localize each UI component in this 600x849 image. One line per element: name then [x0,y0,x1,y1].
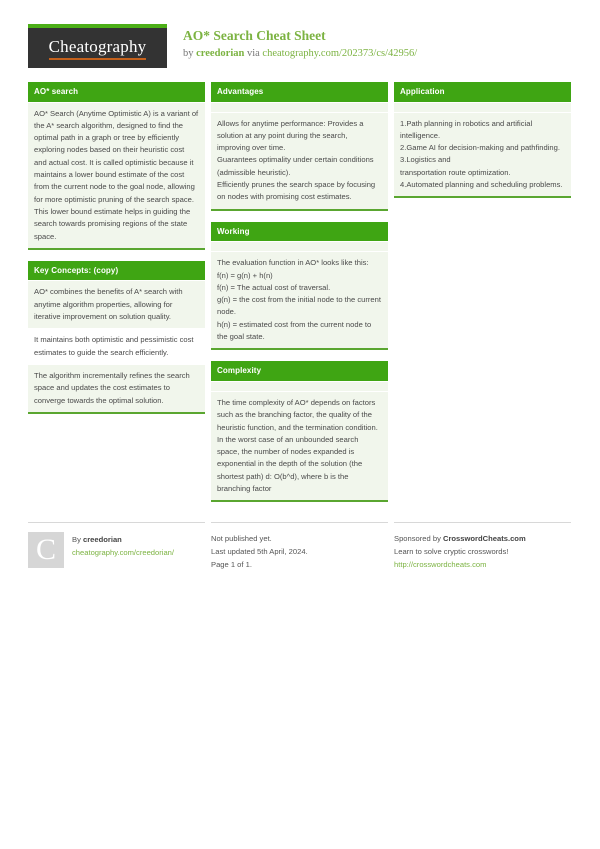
content-column [211,82,388,513]
byline-prefix: by [183,47,197,59]
page-footer [28,521,572,571]
block-body [28,102,205,250]
block-cell [211,251,388,348]
block-body [211,102,388,211]
cheatography-logo[interactable] [28,24,167,68]
cell-line: 3.Logistics and [400,155,451,165]
block-cell [28,280,205,328]
content-block [28,82,205,250]
block-spacer-row [211,241,388,251]
footer-author-line [72,533,174,546]
cell-line: It maintains both optimistic and pessimistic cost estimates to guide the search efficiently. [34,335,194,357]
block-cell [211,391,388,500]
content-column [28,82,205,425]
block-cell [28,364,205,412]
sponsor-name[interactable]: CrosswordCheats.com [442,534,526,544]
block-body [211,241,388,350]
content-column [394,82,571,209]
cell-line: 4.Automated planning and scheduling problems. [400,180,563,190]
content-block [211,361,388,502]
block-cell [28,102,205,248]
byline [183,46,417,61]
cell-line: The time complexity of AO* depends on factors such as the branching factor, the quality of the heuristic function, and the termination condition. [217,397,378,432]
byline-author[interactable]: creedorian [196,47,245,59]
block-title: Working [211,222,388,242]
block-body [28,280,205,413]
cell-line: g(n) = the cost from the initial node to the current node. [217,295,381,317]
cell-line: Efficiently prunes the search space by focusing on nodes with promising cost estimates. [217,180,376,202]
footer-sponsor-section [394,522,571,571]
block-title: Complexity [211,361,388,381]
cell-line: AO* Search (Anytime Optimistic A) is a variant of the A* search algorithm, designed to find the optimal path in a graph or tree by efficiently exploring nodes based on their heuristic cost and actual cost. It is called optimistic because it maintains a lower bound estimate of the cost from the current node to the goal node, allowing for more optimistic pruning of the search space. This lower bound estimate helps in guiding the search towards promising regions of the state space. [34,108,199,241]
content-block [28,261,205,414]
content-block [211,82,388,211]
block-body [211,381,388,502]
block-spacer-row [211,381,388,391]
block-body [394,102,571,199]
footer-author-lines [72,532,174,571]
cell-line: The evaluation function in AO* looks like this: [217,258,369,268]
last-updated: Last updated 5th April, 2024. [211,547,308,557]
footer-author-section [28,522,205,571]
content-block [394,82,571,198]
block-spacer-row [394,102,571,112]
block-cell [28,328,205,364]
cell-line: 2.Game AI for decision-making and pathfinding. [400,143,560,153]
sponsor-prefix: Sponsored by [394,534,443,544]
content-columns [28,82,572,513]
cell-line: 1.Path planning in robotics and artificial intelligence. [400,118,533,140]
header-text-group [183,24,417,61]
cell-line: The algorithm incrementally refines the search space and updates the cost estimates to converge towards the optimal solution. [34,370,190,405]
publish-status: Not published yet. [211,534,272,544]
sponsor-url[interactable]: http://crosswordcheats.com [394,560,487,570]
cell-line: transportation route optimization. [400,167,511,177]
block-title: Advantages [211,82,388,102]
cell-line: f(n) = g(n) + h(n) [217,270,273,280]
block-cell [394,112,571,197]
block-title: AO* search [28,82,205,102]
page-number: Page 1 of 1. [211,560,252,570]
sponsor-tagline: Learn to solve cryptic crosswords! [394,547,509,557]
footer-author-name[interactable]: creedorian [82,535,122,545]
footer-by-label: By [72,535,83,545]
cell-line: Allows for anytime performance: Provides a solution at any point during the search, improving over time. [217,118,364,153]
cell-line: f(n) = The actual cost of traversal. [217,282,331,292]
footer-author-url[interactable]: cheatography.com/creedorian/ [72,548,175,558]
byline-url[interactable]: cheatography.com/202373/cs/42956/ [262,47,418,59]
cell-line: h(n) = estimated cost from the current node to the goal state. [217,319,372,342]
cell-line: In the worst case of an unbounded search space, the number of nodes expanded is exponential in the depth of the solution (the shortest path) d: O(b^d), where b is the branching factor [217,434,363,494]
block-title: Application [394,82,571,102]
block-cell [211,112,388,209]
avatar: C [28,532,64,568]
logo-text: Cheatography [49,36,147,60]
content-block [211,222,388,351]
page-header [28,24,572,70]
sponsor-line [394,532,571,545]
block-title: Key Concepts: (copy) [28,261,205,281]
cell-line: AO* combines the benefits of A* search with anytime algorithm properties, allowing for iterative improvement on solution quality. [34,287,183,322]
block-spacer-row [211,102,388,112]
page-title: AO* Search Cheat Sheet [183,28,326,43]
cell-line: Guarantees optimality under certain conditions (admissible heuristic). [217,155,374,177]
footer-publish-section [211,522,388,571]
byline-via: via [244,47,263,59]
